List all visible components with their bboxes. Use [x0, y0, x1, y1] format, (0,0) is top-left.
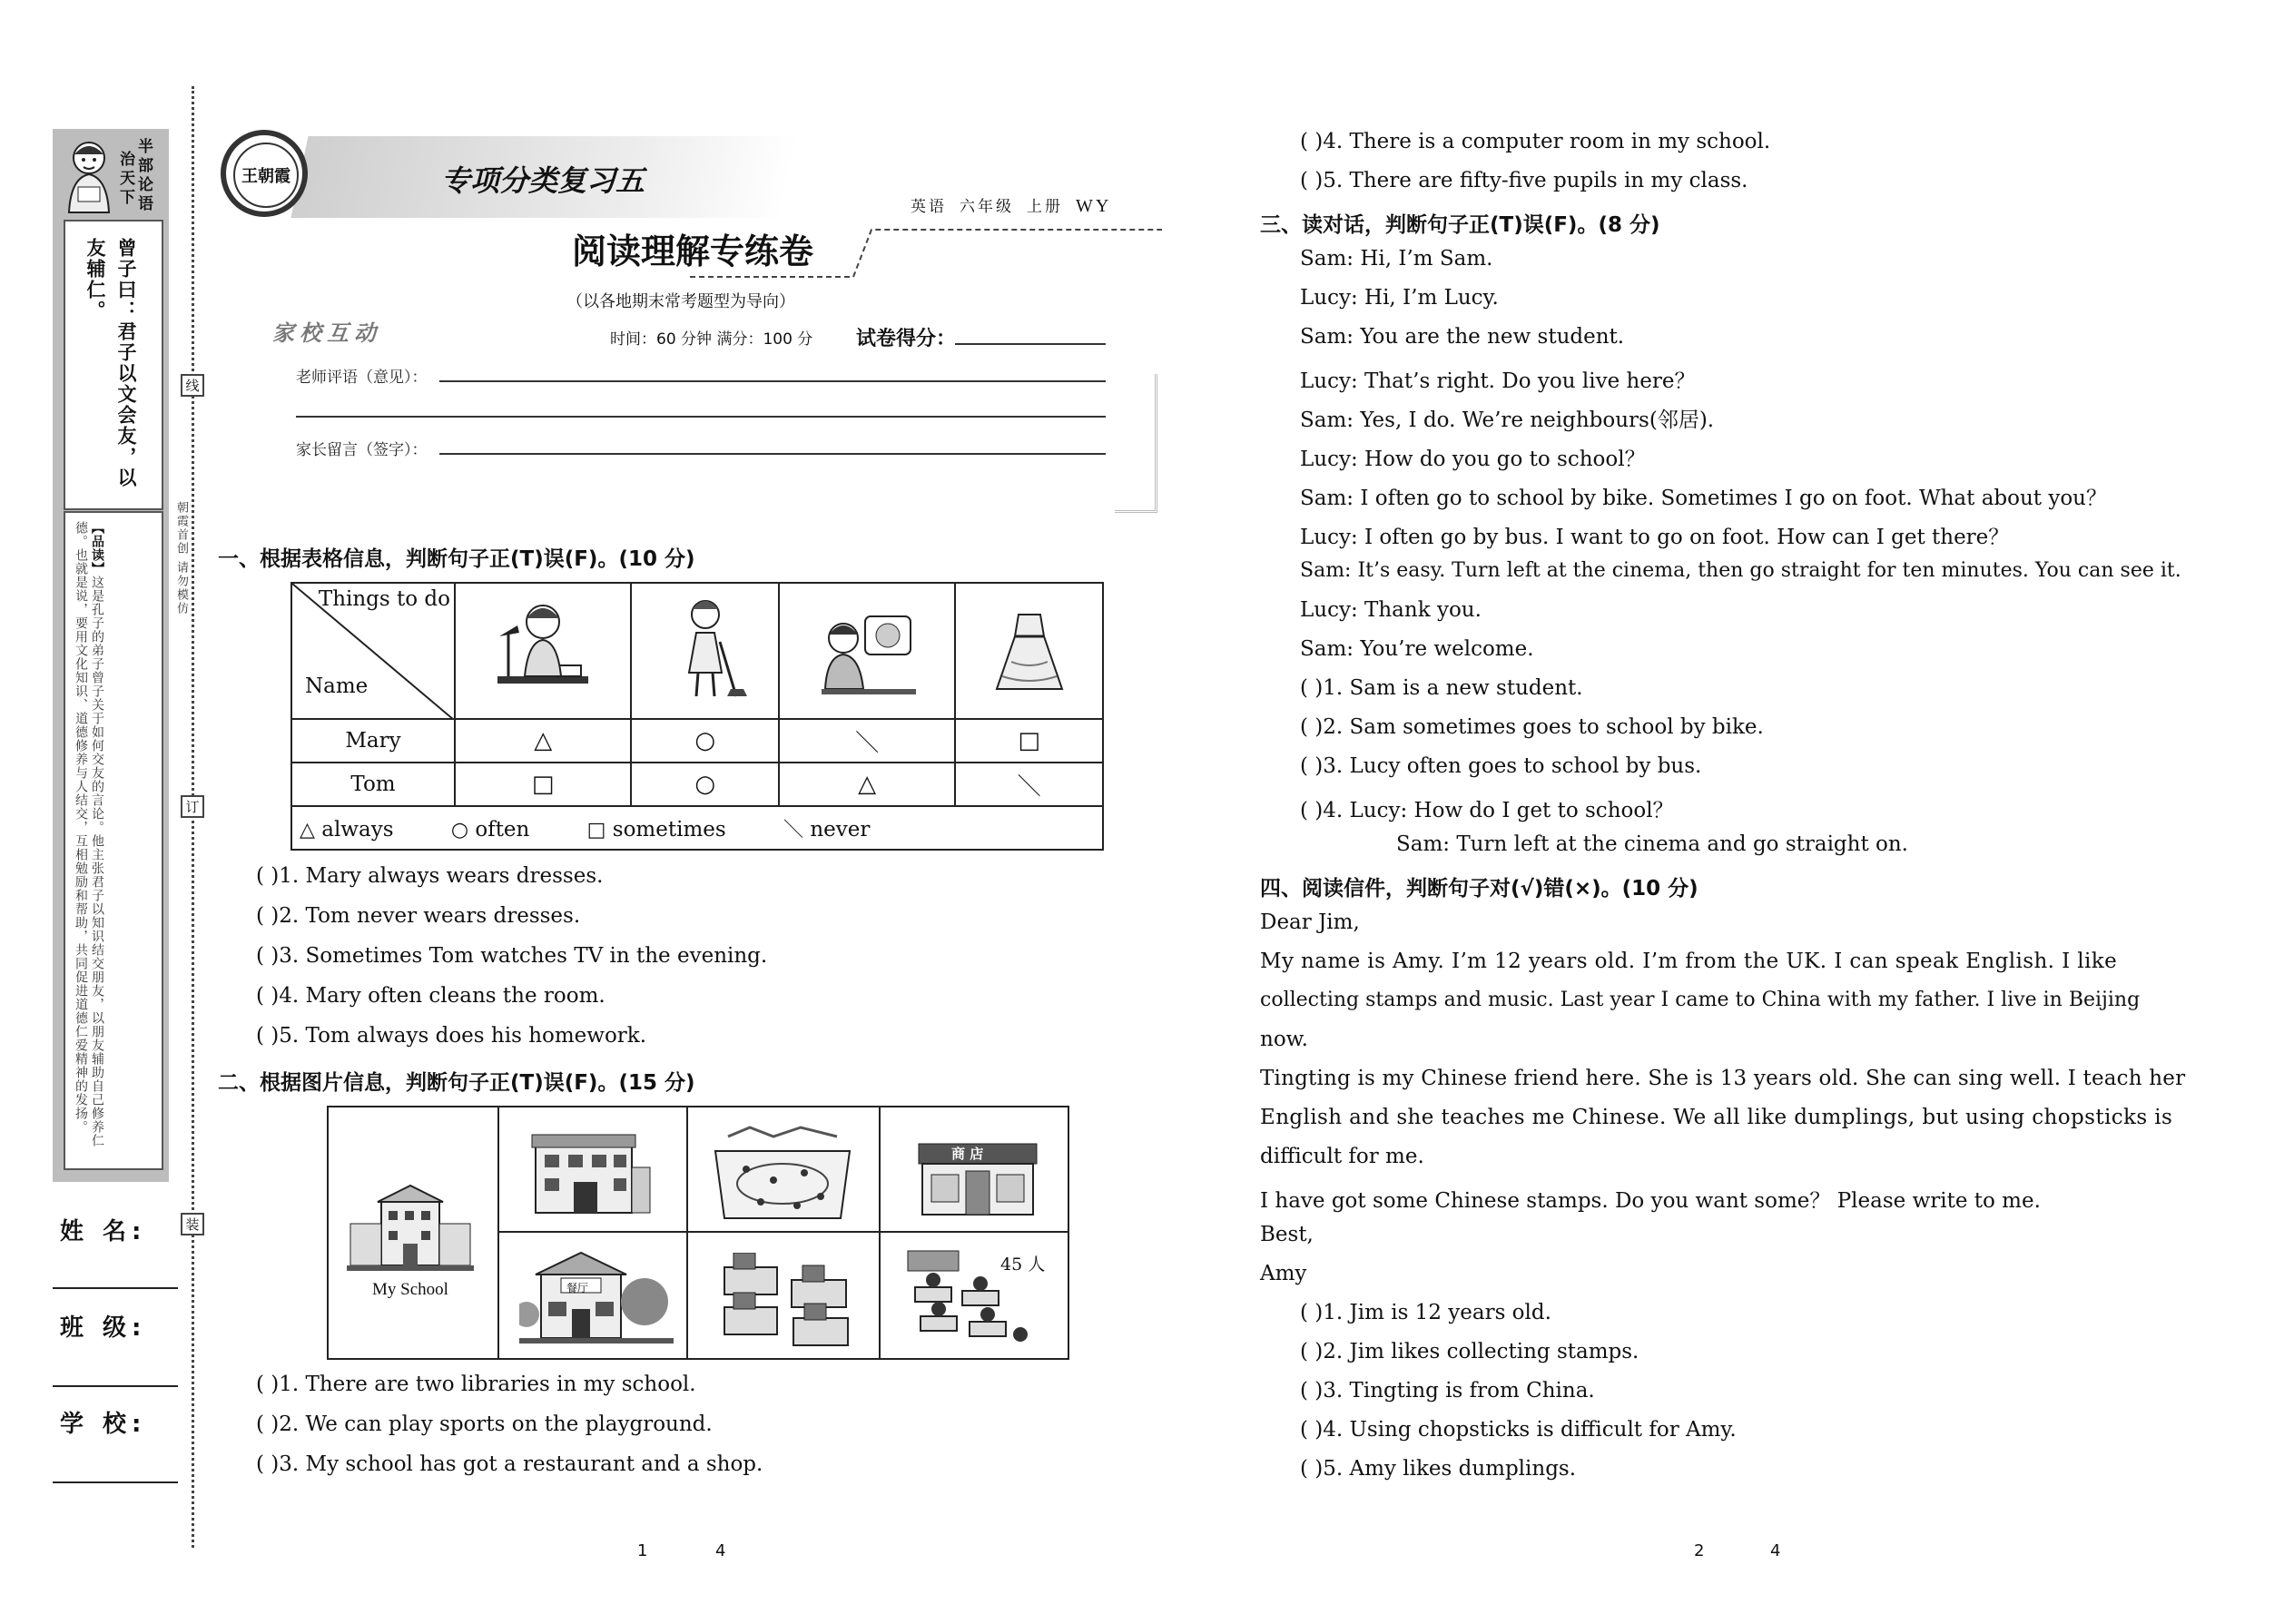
page-subtitle: （以各地期末常考题型为导向）: [566, 292, 795, 311]
homework-picture-cell: [455, 583, 631, 719]
section1-heading: 一、根据表格信息，判断句子正(T)误(F)。(10 分): [218, 547, 695, 571]
score-field[interactable]: [955, 343, 1106, 345]
tom-tv-mark: △: [779, 763, 955, 806]
legend-never-symbol: ＼: [783, 818, 804, 842]
cut-label-line: 线: [181, 374, 204, 397]
legend-often-symbol: ○: [450, 818, 469, 842]
series-title: 专项分类复习五: [441, 163, 645, 198]
course-meta: [911, 193, 1124, 217]
class-label: 班 级:: [60, 1314, 147, 1342]
dialogue-line-2: Lucy: Hi, I’m Lucy.: [1300, 286, 1499, 310]
homework-icon: [488, 589, 597, 707]
school-label: 学 校:: [60, 1411, 147, 1438]
s2-question-5: ( )5. There are fifty-five pupils in my class.: [1300, 169, 1748, 192]
activity-table: [290, 582, 1104, 851]
row-name-mary: Mary: [291, 719, 455, 763]
s4-question-3: ( )3. Tingting is from China.: [1300, 1379, 1595, 1403]
s4-question-2: ( )2. Jim likes collecting stamps.: [1300, 1340, 1639, 1363]
name-field[interactable]: [53, 1287, 178, 1289]
dialogue-line-7: Sam: I often go to school by bike. Sometimes I go on foot. What about you？: [1300, 487, 2107, 510]
dress-icon: [984, 589, 1075, 707]
school-picture-grid: [327, 1106, 1069, 1360]
corner-things-label: Things to do: [318, 587, 450, 611]
mary-dress-mark: □: [955, 719, 1103, 763]
brand-logo: [221, 130, 308, 217]
s2-question-4: ( )4. There is a computer room in my school.: [1300, 130, 1771, 153]
school-building-picture: [347, 1184, 474, 1278]
teacher-comment-line-2[interactable]: [296, 416, 1106, 418]
playground-picture: [710, 1124, 855, 1224]
letter-line-7: I have got some Chinese stamps. Do you want some？ Please write to me.: [1260, 1189, 2041, 1213]
s4-question-4: ( )4. Using chopsticks is difficult for Amy.: [1300, 1418, 1737, 1442]
s4-question-5: ( )5. Amy likes dumplings.: [1300, 1457, 1577, 1481]
dialogue-line-1: Sam: Hi, I’m Sam.: [1300, 247, 1493, 271]
commentary-text: [73, 521, 105, 1160]
section2-heading: 二、根据图片信息，判断句子正(T)误(F)。(15 分): [218, 1071, 695, 1095]
dialogue-line-4: Lucy: That’s right. Do you live here？: [1300, 369, 1696, 393]
dialogue-line-3: Sam: You are the new student.: [1300, 325, 1625, 349]
mary-homework-mark: △: [455, 719, 631, 763]
dialogue-line-9: Sam: It’s easy. Turn left at the cinema, then go straight for ten minutes. You can see it.: [1300, 559, 2181, 582]
restaurant-picture: [519, 1247, 674, 1351]
right-page-number: 2: [1694, 1541, 1705, 1560]
grid-divider-h: [497, 1231, 1068, 1233]
tom-cleaning-mark: ○: [631, 763, 779, 806]
dialogue-line-5: Sam: Yes, I do. We’re neighbours(邻居).: [1300, 408, 1715, 432]
tom-homework-mark: □: [455, 763, 631, 806]
copyright-note: 朝霞首创 请勿模仿: [174, 501, 188, 616]
school-caption: My School: [372, 1280, 448, 1299]
restaurant-sign-text: 餐厅: [566, 1282, 589, 1294]
s1-question-4: ( )4. Mary often cleans the room.: [256, 984, 605, 1008]
letter-greeting: Dear Jim,: [1260, 910, 1360, 934]
s3-question-3: ( )3. Lucy often goes to school by bus.: [1300, 754, 1702, 778]
meta-grade: 六年级: [960, 198, 1014, 216]
cut-label-bind: 装: [181, 1213, 204, 1235]
commentary-tag: 【品读】: [90, 521, 104, 576]
grid-divider-1: [497, 1107, 499, 1358]
table-corner-header: [291, 583, 455, 719]
commentary-body: 这是孔子的弟子曾子关于如何交友的言论。他主张君子以知识结交朋友，以朋友辅助自己修养仁德。也就是说，要用文化知识、道德修养与人结交，互相勉励和帮助，共同促进道德仁爱精神的发扬。: [74, 521, 104, 1147]
letter-line-3: now.: [1260, 1028, 1308, 1051]
s3-question-4: ( )4. Lucy: How do I get to school？: [1300, 799, 1674, 822]
library-picture: [527, 1122, 654, 1224]
letter-line-2: collecting stamps and music. Last year I came to China with my father. I live in Beijing: [1260, 989, 2141, 1011]
mary-tv-mark: ＼: [779, 719, 955, 763]
letter-signature: Amy: [1260, 1262, 1307, 1285]
mary-cleaning-mark: ○: [631, 719, 779, 763]
home-school-label: 家校互动: [272, 320, 381, 346]
tom-dress-mark: ＼: [955, 763, 1103, 806]
class-field[interactable]: [53, 1385, 178, 1387]
comment-frame-deco: [1115, 374, 1157, 513]
sage-illustration: [58, 134, 120, 216]
logo-text: 王朝霞: [233, 143, 299, 208]
s2-question-2: ( )2. We can play sports on the playground.: [256, 1412, 713, 1436]
section3-heading: 三、读对话，判断句子正(T)误(F)。(8 分): [1260, 213, 1660, 237]
table-legend: [291, 806, 1103, 850]
legend-often-label: often: [475, 817, 530, 842]
shop-sign-text: 商 店: [951, 1146, 984, 1162]
class-size-label: 45 人: [1000, 1255, 1046, 1275]
grid-divider-3: [879, 1107, 881, 1358]
corner-name-label: Name: [305, 674, 369, 698]
motto-col-2: 治天下: [116, 151, 134, 208]
teacher-comment-line-1[interactable]: [439, 380, 1106, 382]
dialogue-line-10: Lucy: Thank you.: [1300, 598, 1482, 622]
meta-term: 上册: [1027, 198, 1063, 216]
page-title: 阅读理解专练卷: [572, 231, 814, 271]
computer-room-picture: [719, 1253, 855, 1353]
s3-question-2: ( )2. Sam sometimes goes to school by bike.: [1300, 715, 1764, 739]
header-dashed-line: [690, 221, 1162, 279]
legend-sometimes-label: sometimes: [612, 817, 726, 842]
cleaning-icon: [660, 589, 751, 707]
school-field[interactable]: [53, 1481, 178, 1483]
s3-question-4-answer: Sam: Turn left at the cinema and go straight on.: [1396, 832, 1908, 856]
letter-line-5: English and she teaches me Chinese. We all like dumplings, but using chopsticks is: [1260, 1106, 2173, 1129]
meta-edition: WY: [1076, 196, 1112, 216]
s1-question-1: ( )1. Mary always wears dresses.: [256, 864, 604, 888]
letter-line-6: difficult for me.: [1260, 1145, 1424, 1168]
meta-subject: 英语: [911, 198, 947, 216]
s3-question-1: ( )1. Sam is a new student.: [1300, 676, 1583, 700]
legend-sometimes-symbol: □: [586, 818, 606, 842]
s1-question-5: ( )5. Tom always does his homework.: [256, 1024, 647, 1048]
name-label: 姓 名:: [60, 1218, 147, 1245]
teacher-comment-label: 老师评语（意见）：: [296, 369, 428, 387]
cleaning-picture-cell: [631, 583, 779, 719]
score-label: 试卷得分：: [856, 328, 957, 350]
dress-picture-cell: [955, 583, 1103, 719]
s1-question-2: ( )2. Tom never wears dresses.: [256, 904, 581, 928]
dialogue-line-11: Sam: You’re welcome.: [1300, 637, 1534, 661]
section4-heading: 四、阅读信件，判断句子对(√)错(×)。(10 分): [1260, 877, 1698, 901]
dialogue-line-6: Lucy: How do you go to school？: [1300, 448, 1646, 471]
left-page-number: 1: [637, 1541, 648, 1560]
motto-col-1: 半部论语: [134, 138, 153, 214]
confucius-quote: 曾子曰：君子以文会友，以友辅仁。: [84, 238, 137, 488]
parent-comment-label: 家长留言（签字）：: [296, 441, 428, 459]
legend-never-label: never: [810, 817, 871, 842]
grid-divider-2: [686, 1107, 688, 1358]
dialogue-line-8: Lucy: I often go by bus. I want to go on foot. How can I get there？: [1300, 526, 2010, 549]
letter-line-1: My name is Amy. I’m 12 years old. I’m from the UK. I can speak English. I like: [1260, 950, 2118, 973]
legend-always-label: always: [321, 817, 394, 842]
row-name-tom: Tom: [291, 763, 455, 806]
right-page-total: 4: [1770, 1541, 1781, 1560]
left-page-total: 4: [715, 1541, 726, 1560]
s4-question-1: ( )1. Jim is 12 years old.: [1300, 1301, 1551, 1324]
tv-picture-cell: [779, 583, 955, 719]
parent-comment-line[interactable]: [439, 453, 1106, 455]
time-info: 时间：60 分钟 满分：100 分: [610, 330, 813, 349]
tv-icon: [812, 589, 921, 707]
s2-question-1: ( )1. There are two libraries in my school.: [256, 1373, 696, 1396]
letter-line-4: Tingting is my Chinese friend here. She is 13 years old. She can sing well. I teach her: [1260, 1067, 2186, 1090]
cut-label-order: 订: [181, 795, 204, 818]
legend-always-symbol: △: [300, 818, 315, 842]
letter-closing: Best,: [1260, 1223, 1314, 1246]
s2-question-3: ( )3. My school has got a restaurant and a shop.: [256, 1452, 763, 1476]
s1-question-3: ( )3. Sometimes Tom watches TV in the evening.: [256, 944, 768, 968]
